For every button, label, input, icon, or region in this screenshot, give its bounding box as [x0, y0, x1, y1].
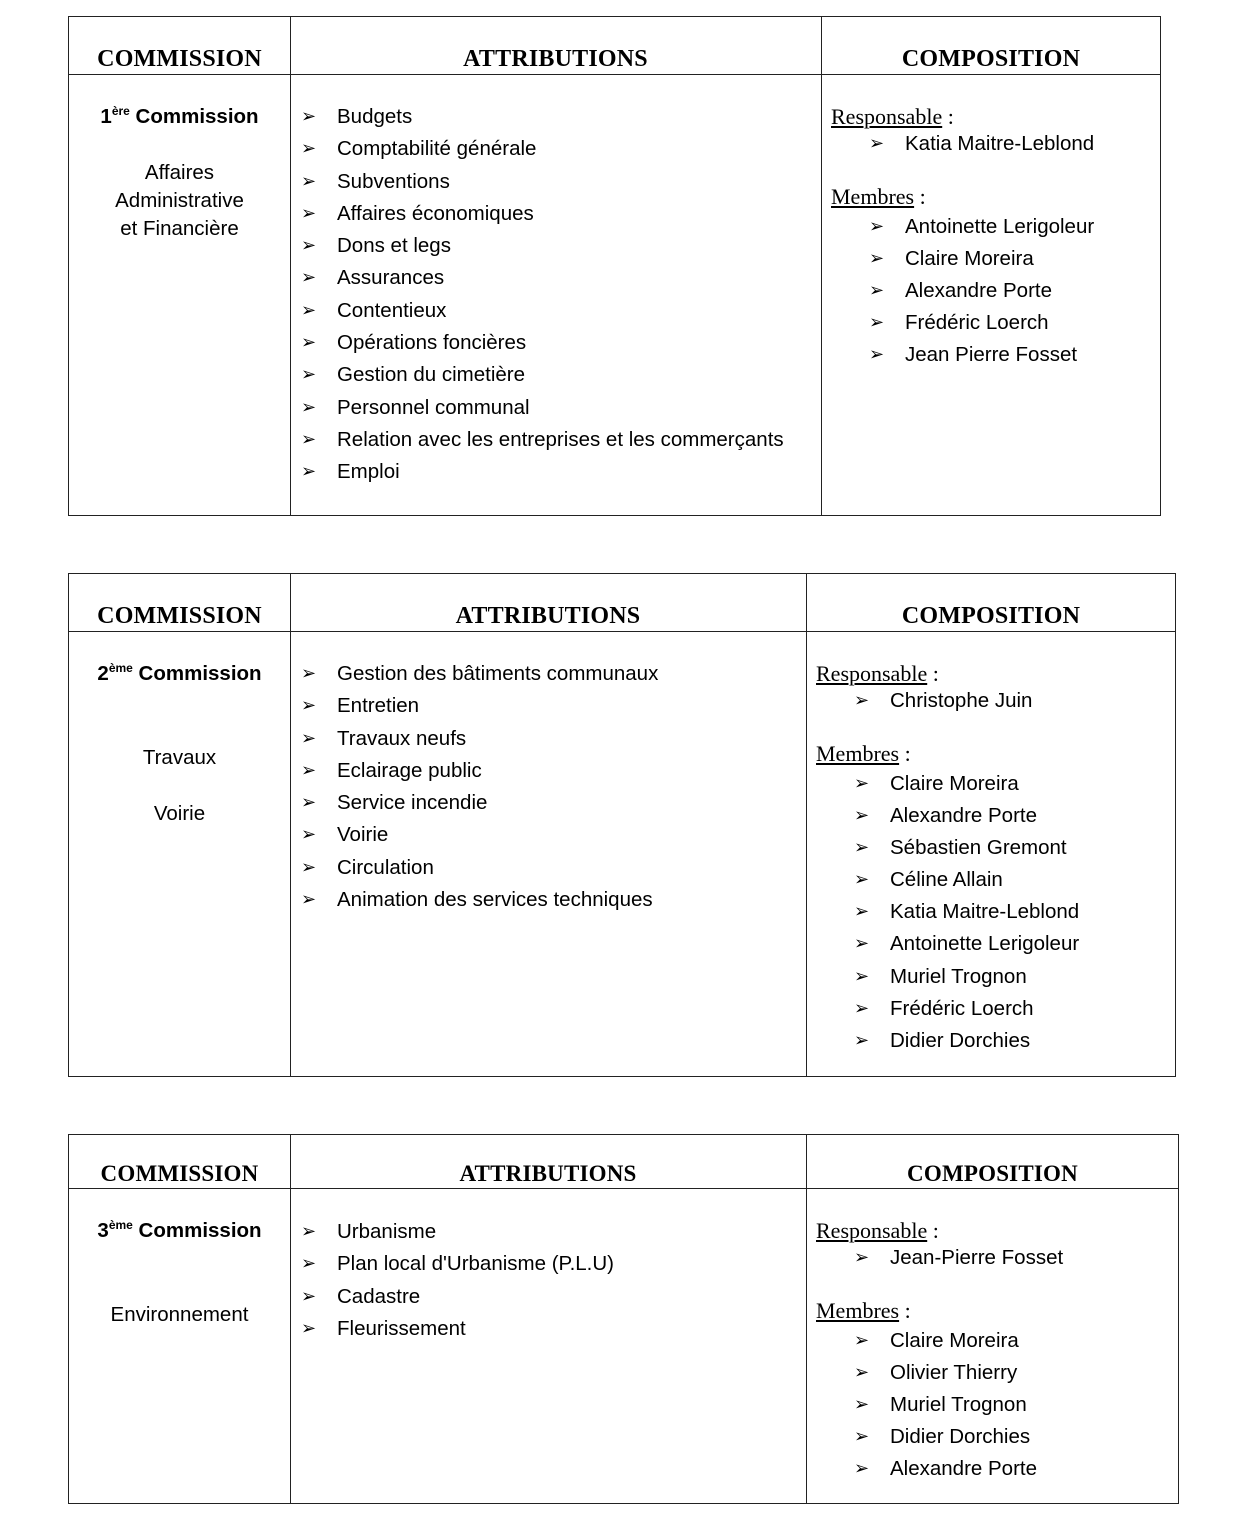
attributions-list	[301, 101, 784, 489]
arrowhead-bullet-icon: ➢	[301, 1253, 317, 1275]
table-header-row	[69, 17, 1160, 75]
commission-subject-line: Travaux	[142, 746, 217, 769]
header-composition: COMPOSITION	[907, 1161, 1078, 1186]
arrowhead-bullet-icon: ➢	[854, 901, 870, 923]
responsable-label: Responsable :	[831, 104, 954, 129]
arrowhead-bullet-icon: ➢	[854, 1394, 870, 1416]
list-item: ➢ Fleurissement	[301, 1313, 614, 1345]
list-item: ➢ Personnel communal	[301, 392, 784, 424]
list-item: ➢ Claire Moreira	[854, 768, 1079, 800]
commission-subject-line: et Financière	[120, 217, 239, 240]
arrowhead-bullet-icon: ➢	[301, 856, 317, 878]
header-attributions: ATTRIBUTIONS	[455, 603, 641, 629]
composition-cell	[816, 660, 1079, 1057]
header-commission: COMMISSION	[100, 1161, 259, 1186]
list-item: ➢ Relation avec les entreprises et les commerçants	[301, 424, 784, 456]
composition-cell	[831, 103, 1094, 371]
arrowhead-bullet-icon: ➢	[301, 106, 317, 127]
commission-title: 2ème Commission	[97, 661, 262, 685]
list-item: ➢ Travaux neufs	[301, 723, 658, 755]
membres-list	[816, 1325, 1063, 1485]
arrowhead-bullet-icon: ➢	[301, 1285, 317, 1307]
list-item: ➢ Plan local d'Urbanisme (P.L.U)	[301, 1248, 614, 1280]
list-item: ➢ Comptabilité générale	[301, 133, 784, 165]
header-commission: COMMISSION	[97, 46, 262, 72]
arrowhead-bullet-icon: ➢	[301, 792, 317, 814]
arrowhead-bullet-icon: ➢	[301, 663, 317, 684]
list-item: ➢ Urbanisme	[301, 1216, 614, 1248]
arrowhead-bullet-icon: ➢	[301, 364, 317, 386]
arrowhead-bullet-icon: ➢	[301, 396, 317, 418]
arrowhead-bullet-icon: ➢	[301, 267, 317, 289]
header-composition: COMPOSITION	[901, 603, 1081, 629]
list-item: ➢ Muriel Trognon	[854, 961, 1079, 993]
arrowhead-bullet-icon: ➢	[869, 216, 885, 237]
table-header-row	[69, 1135, 1178, 1189]
list-item: ➢ Budgets	[301, 101, 784, 133]
commission-cell	[69, 660, 290, 828]
arrowhead-bullet-icon: ➢	[854, 869, 870, 891]
arrowhead-bullet-icon: ➢	[301, 695, 317, 717]
column-divider	[821, 17, 822, 515]
membres-label: Membres :	[831, 184, 926, 209]
commission-table-3	[68, 1134, 1179, 1504]
commission-cell	[69, 103, 290, 243]
list-item: ➢ Didier Dorchies	[854, 1421, 1063, 1453]
arrowhead-bullet-icon: ➢	[301, 824, 317, 846]
arrowhead-bullet-icon: ➢	[854, 1362, 870, 1384]
arrowhead-bullet-icon: ➢	[854, 1330, 870, 1351]
column-divider	[290, 1135, 291, 1503]
membres-label: Membres :	[816, 741, 911, 766]
header-attributions: ATTRIBUTIONS	[459, 1161, 637, 1186]
arrowhead-bullet-icon: ➢	[301, 235, 317, 257]
list-item: ➢ Didier Dorchies	[854, 1025, 1079, 1057]
arrowhead-bullet-icon: ➢	[854, 690, 870, 711]
arrowhead-bullet-icon: ➢	[869, 312, 885, 334]
attributions-list	[301, 658, 658, 916]
responsable-label: Responsable :	[816, 661, 939, 686]
list-item: ➢ Eclairage public	[301, 755, 658, 787]
list-item: ➢ Dons et legs	[301, 230, 784, 262]
list-item: ➢ Affaires économiques	[301, 198, 784, 230]
commission-table-2	[68, 573, 1176, 1077]
list-item: ➢ Christophe Juin	[854, 689, 1033, 712]
arrowhead-bullet-icon: ➢	[869, 344, 885, 366]
commission-title: 3ème Commission	[97, 1218, 262, 1242]
list-item: ➢ Sébastien Gremont	[854, 832, 1079, 864]
responsable-list	[816, 1245, 1063, 1271]
arrowhead-bullet-icon: ➢	[301, 428, 317, 450]
list-item: ➢ Alexandre Porte	[854, 800, 1079, 832]
commission-subject-line: Affaires	[144, 161, 215, 184]
commission-subject-line: Voirie	[153, 802, 206, 825]
arrowhead-bullet-icon: ➢	[301, 759, 317, 781]
responsable-label: Responsable :	[816, 1218, 939, 1243]
arrowhead-bullet-icon: ➢	[854, 805, 870, 827]
column-divider	[290, 574, 291, 1076]
list-item: ➢ Entretien	[301, 690, 658, 722]
list-item: ➢ Frédéric Loerch	[869, 307, 1094, 339]
list-item: ➢ Alexandre Porte	[869, 275, 1094, 307]
list-item: ➢ Katia Maitre-Leblond	[869, 132, 1095, 155]
list-item: ➢ Frédéric Loerch	[854, 993, 1079, 1025]
list-item: ➢ Gestion des bâtiments communaux	[301, 658, 658, 690]
list-item: ➢ Emploi	[301, 456, 784, 488]
commission-table-1	[68, 16, 1161, 516]
header-attributions: ATTRIBUTIONS	[463, 46, 648, 72]
list-item: ➢ Animation des services techniques	[301, 884, 658, 916]
arrowhead-bullet-icon: ➢	[869, 133, 885, 154]
arrowhead-bullet-icon: ➢	[854, 1426, 870, 1448]
list-item: ➢ Assurances	[301, 262, 784, 294]
list-item: ➢ Subventions	[301, 166, 784, 198]
arrowhead-bullet-icon: ➢	[301, 138, 317, 160]
arrowhead-bullet-icon: ➢	[301, 1221, 317, 1242]
attributions-list	[301, 1216, 614, 1345]
column-divider	[806, 574, 807, 1076]
table-header-row	[69, 574, 1175, 632]
arrowhead-bullet-icon: ➢	[301, 332, 317, 354]
arrowhead-bullet-icon: ➢	[301, 202, 317, 224]
membres-list	[831, 211, 1094, 371]
arrowhead-bullet-icon: ➢	[854, 773, 870, 794]
header-commission: COMMISSION	[97, 603, 262, 629]
list-item: ➢ Céline Allain	[854, 864, 1079, 896]
list-item: ➢ Voirie	[301, 819, 658, 851]
header-composition: COMPOSITION	[901, 46, 1081, 72]
list-item: ➢ Claire Moreira	[869, 243, 1094, 275]
list-item: ➢ Claire Moreira	[854, 1325, 1063, 1357]
membres-list	[816, 768, 1079, 1057]
arrowhead-bullet-icon: ➢	[301, 727, 317, 749]
list-item: ➢ Muriel Trognon	[854, 1389, 1063, 1421]
commission-subject-line: Environnement	[110, 1303, 249, 1326]
list-item: ➢ Contentieux	[301, 295, 784, 327]
column-divider	[806, 1135, 807, 1503]
arrowhead-bullet-icon: ➢	[869, 248, 885, 270]
arrowhead-bullet-icon: ➢	[854, 997, 870, 1019]
arrowhead-bullet-icon: ➢	[301, 170, 317, 192]
arrowhead-bullet-icon: ➢	[869, 280, 885, 302]
arrowhead-bullet-icon: ➢	[301, 461, 317, 483]
list-item: ➢ Circulation	[301, 852, 658, 884]
arrowhead-bullet-icon: ➢	[854, 933, 870, 955]
arrowhead-bullet-icon: ➢	[301, 1317, 317, 1339]
composition-cell	[816, 1217, 1063, 1485]
responsable-list	[816, 688, 1079, 714]
column-divider	[290, 17, 291, 515]
arrowhead-bullet-icon: ➢	[854, 1247, 870, 1268]
list-item: ➢ Service incendie	[301, 787, 658, 819]
list-item: ➢ Cadastre	[301, 1281, 614, 1313]
arrowhead-bullet-icon: ➢	[301, 889, 317, 911]
commission-cell	[69, 1217, 290, 1329]
membres-label: Membres :	[816, 1298, 911, 1323]
list-item: ➢ Antoinette Lerigoleur	[869, 211, 1094, 243]
list-item: ➢ Jean-Pierre Fosset	[854, 1246, 1064, 1269]
list-item: ➢ Katia Maitre-Leblond	[854, 896, 1079, 928]
arrowhead-bullet-icon: ➢	[301, 299, 317, 321]
commission-subject-line: Administrative	[115, 189, 244, 212]
list-item: ➢ Olivier Thierry	[854, 1357, 1063, 1389]
list-item: ➢ Jean Pierre Fosset	[869, 339, 1094, 371]
list-item: ➢ Antoinette Lerigoleur	[854, 928, 1079, 960]
arrowhead-bullet-icon: ➢	[854, 1458, 870, 1480]
arrowhead-bullet-icon: ➢	[854, 1029, 870, 1051]
responsable-list	[831, 131, 1094, 157]
list-item: ➢ Opérations foncières	[301, 327, 784, 359]
list-item: ➢ Alexandre Porte	[854, 1453, 1063, 1485]
list-item: ➢ Gestion du cimetière	[301, 359, 784, 391]
commission-title: 1ère Commission	[100, 104, 259, 128]
arrowhead-bullet-icon: ➢	[854, 965, 870, 987]
arrowhead-bullet-icon: ➢	[854, 837, 870, 859]
